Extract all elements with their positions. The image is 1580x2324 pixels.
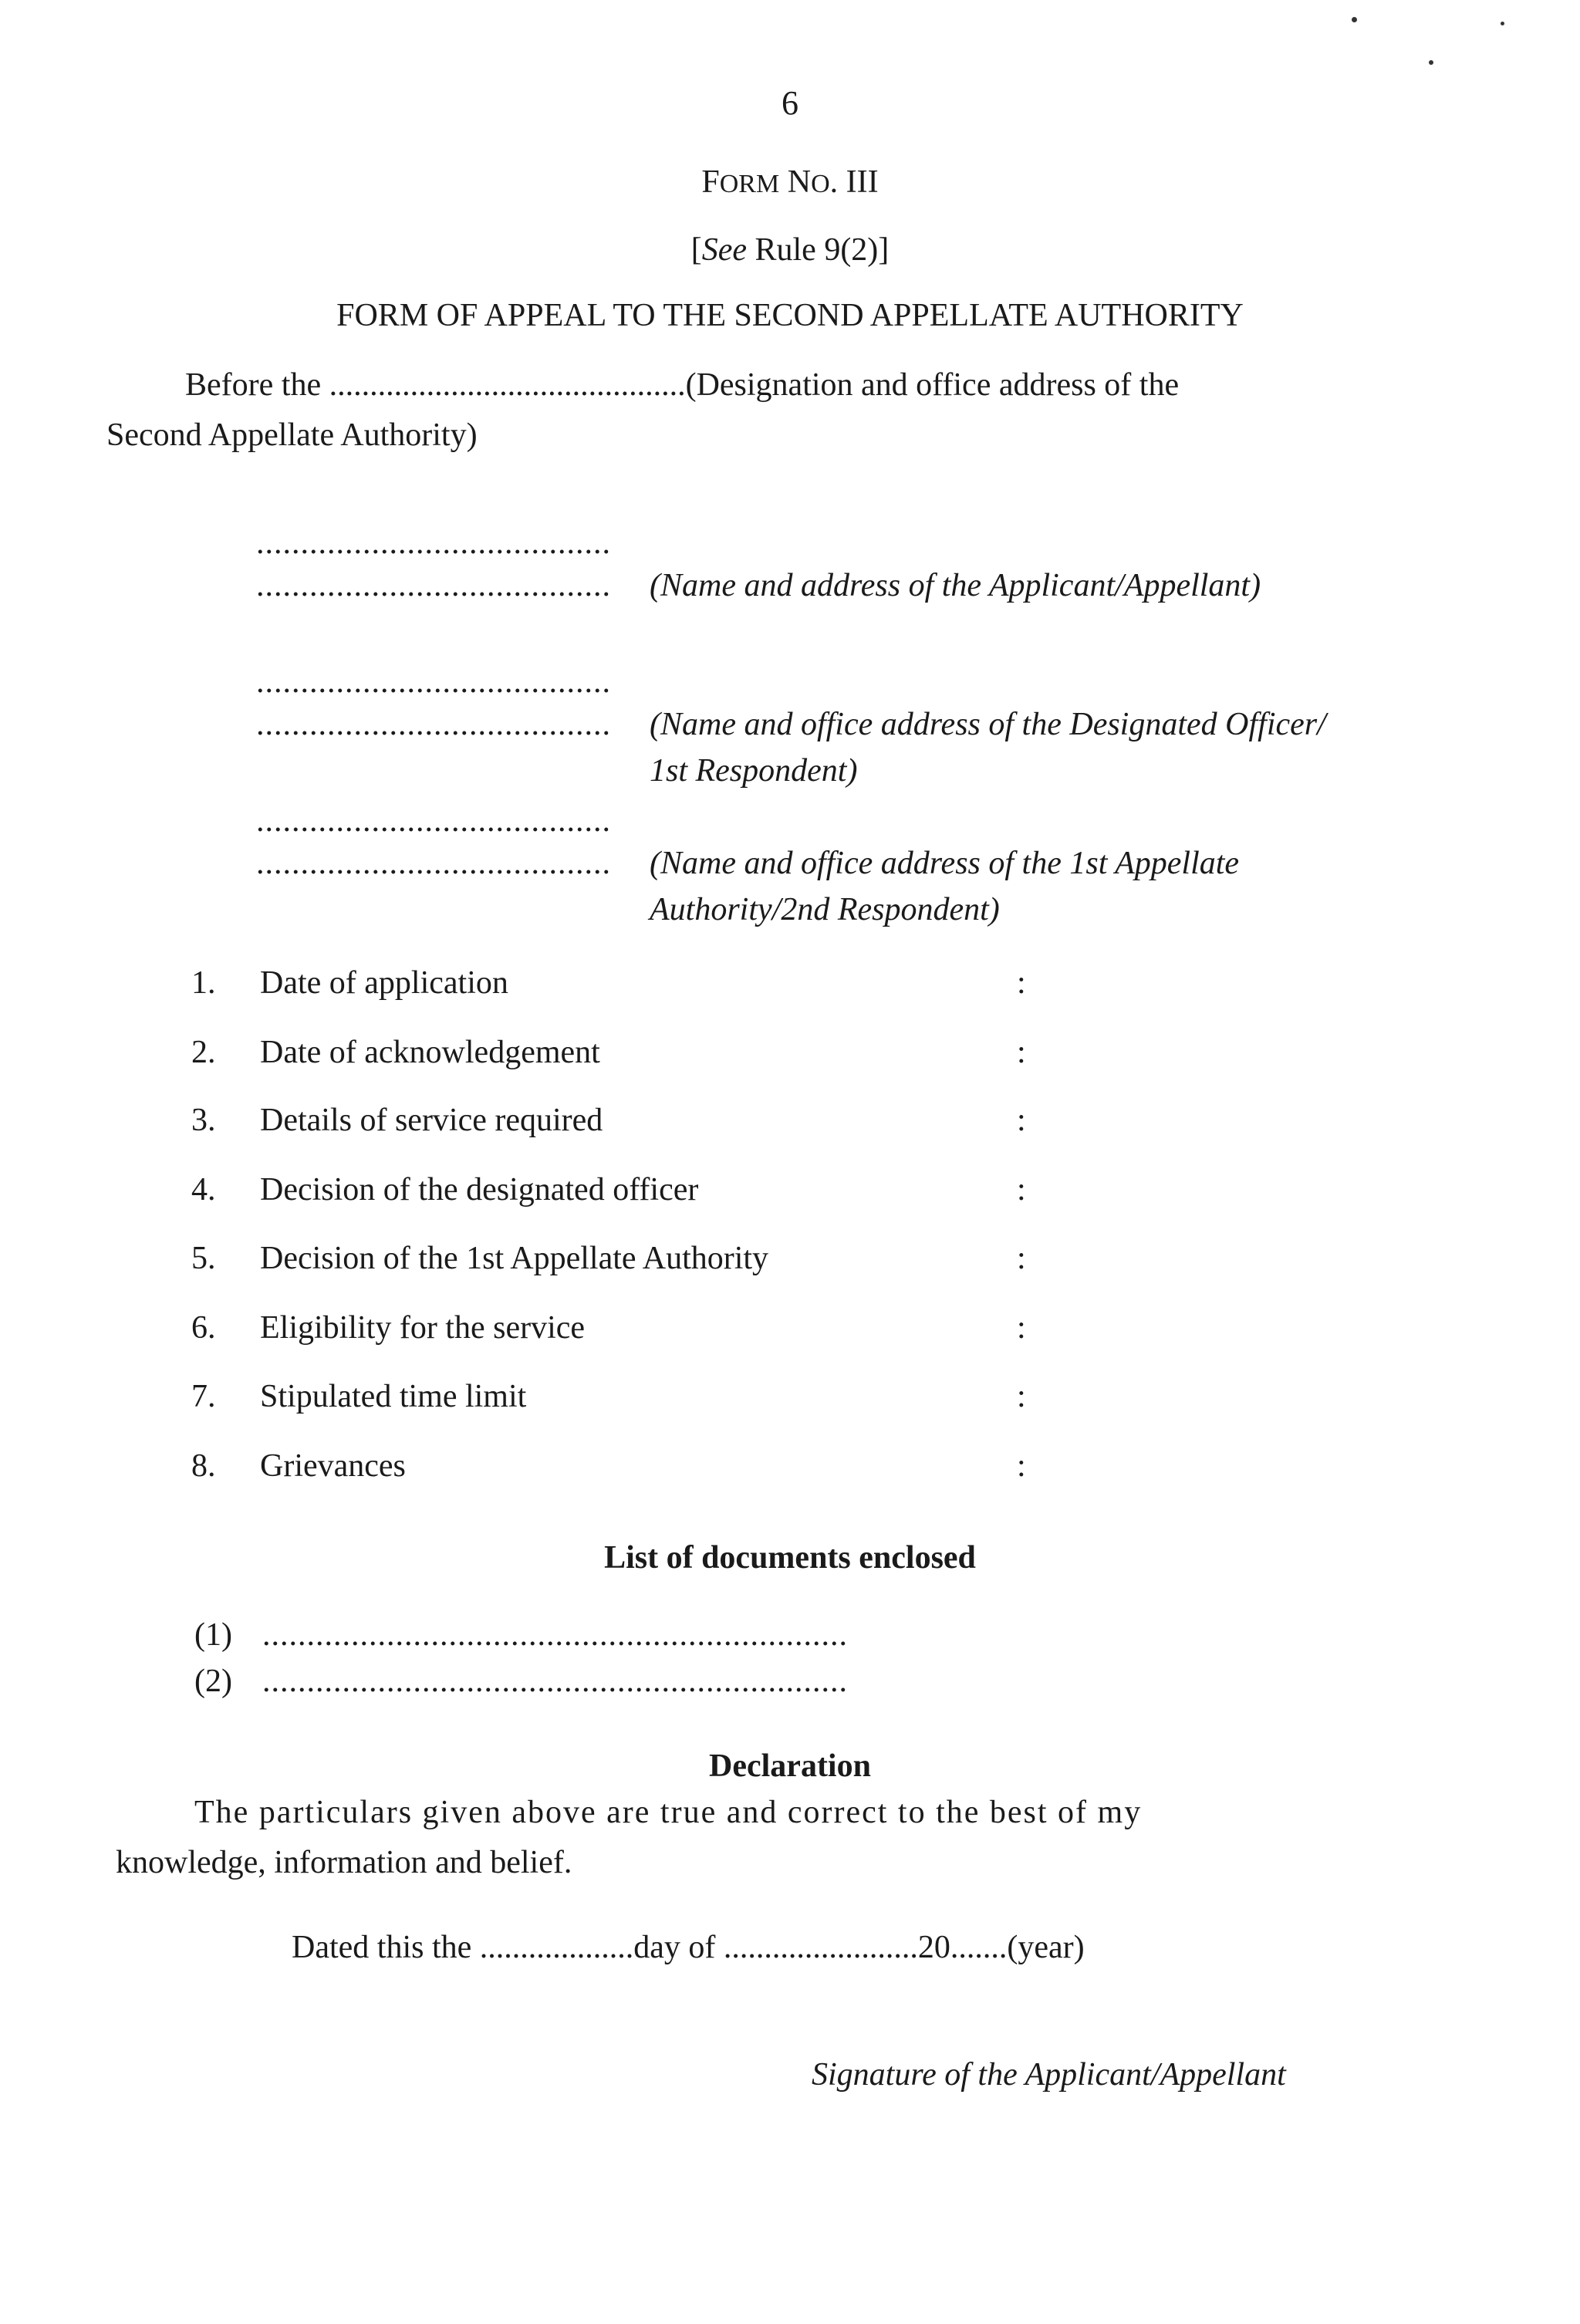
document-dots: .................................................................. xyxy=(262,1664,848,1699)
scan-speck xyxy=(1352,17,1357,22)
item-label: Grievances xyxy=(260,1448,406,1484)
item-colon: : xyxy=(1017,1379,1026,1414)
item-label: Decision of the 1st Appellate Authority xyxy=(260,1241,769,1276)
declaration-line-2: knowledge, information and belief. xyxy=(116,1845,572,1880)
item-label: Date of application xyxy=(260,965,508,1001)
authority-dots-2: ........................................ xyxy=(256,846,611,881)
rule-bracket: [ xyxy=(690,232,702,268)
applicant-label: (Name and address of the Applicant/Appellant) xyxy=(650,568,1261,603)
before-line-2: Second Appellate Authority) xyxy=(106,417,478,453)
dated-line: Dated this the ...................day of ........................20.......(year) xyxy=(292,1930,1085,1965)
item-colon: : xyxy=(1017,1103,1026,1138)
document-number: (1) xyxy=(194,1617,232,1653)
rule-reference xyxy=(0,231,1580,269)
item-colon: : xyxy=(1017,1172,1026,1208)
form-number-smallcaps-2: O xyxy=(811,170,830,198)
item-number: 1. xyxy=(191,965,216,1001)
item-number: 7. xyxy=(191,1379,216,1414)
item-number: 6. xyxy=(191,1310,216,1346)
item-colon: : xyxy=(1017,1310,1026,1346)
item-label: Eligibility for the service xyxy=(260,1310,586,1346)
signature-label: Signature of the Applicant/Appellant xyxy=(812,2057,1286,2093)
officer-label-2: 1st Respondent) xyxy=(650,753,858,789)
officer-label-1: (Name and office address of the Designated Officer/ xyxy=(650,707,1326,742)
form-number-prefix: F xyxy=(701,164,720,200)
form-number-value: . III xyxy=(829,164,879,200)
before-line-1: Before the ............................................(Designation and office address of the xyxy=(185,367,1180,403)
item-number: 3. xyxy=(191,1103,216,1138)
form-number xyxy=(0,164,1580,201)
item-colon: : xyxy=(1017,1035,1026,1070)
declaration-line-1: The particulars given above are true and correct to the best of my xyxy=(194,1795,1143,1830)
item-number: 5. xyxy=(191,1241,216,1276)
page-number: 6 xyxy=(782,84,798,122)
officer-dots-2: ........................................ xyxy=(256,707,611,742)
item-colon: : xyxy=(1017,1448,1026,1484)
document-number: (2) xyxy=(194,1664,232,1699)
form-number-rest: N xyxy=(779,164,812,200)
officer-dots-1: ........................................ xyxy=(256,664,611,700)
authority-label-1: (Name and office address of the 1st Appellate xyxy=(650,846,1240,881)
authority-dots-1: ........................................ xyxy=(256,803,611,839)
rule-text: Rule 9(2)] xyxy=(747,232,890,268)
item-colon: : xyxy=(1017,1241,1026,1276)
applicant-dots-2: ........................................ xyxy=(256,568,611,603)
form-title: FORM OF APPEAL TO THE SECOND APPELLATE AUTHORITY xyxy=(336,298,1244,333)
scan-speck xyxy=(1429,60,1433,65)
documents-heading: List of documents enclosed xyxy=(604,1540,976,1576)
declaration-heading: Declaration xyxy=(709,1748,871,1784)
item-number: 2. xyxy=(191,1035,216,1070)
item-number: 8. xyxy=(191,1448,216,1484)
document-dots: .................................................................. xyxy=(262,1617,848,1653)
item-label: Stipulated time limit xyxy=(260,1379,527,1414)
item-number: 4. xyxy=(191,1172,216,1208)
rule-see: See xyxy=(701,232,747,268)
item-colon: : xyxy=(1017,965,1026,1001)
item-label: Date of acknowledgement xyxy=(260,1035,600,1070)
applicant-dots-1: ........................................ xyxy=(256,525,611,561)
scan-speck xyxy=(1501,22,1504,25)
item-label: Decision of the designated officer xyxy=(260,1172,699,1208)
authority-label-2: Authority/2nd Respondent) xyxy=(650,892,1000,927)
item-label: Details of service required xyxy=(260,1103,603,1138)
form-number-smallcaps: ORM xyxy=(719,170,780,198)
